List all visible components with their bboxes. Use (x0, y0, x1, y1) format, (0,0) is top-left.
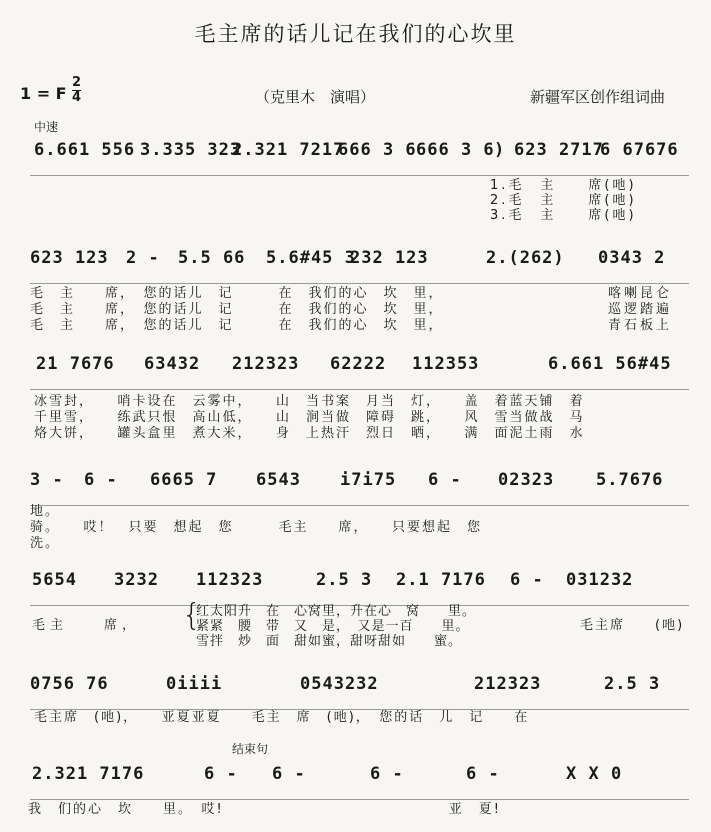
measure: 2.5 3 (604, 674, 661, 694)
time-signature-bottom: 4 (72, 90, 82, 105)
measure: 3.335 323 (140, 140, 242, 160)
lyric-line: 3.毛 主 席(吔) (490, 208, 637, 223)
lyric-line: 红太阳升 在 心窝里，升在心 窝 里。 (196, 604, 477, 619)
measure: 0543232 (300, 674, 379, 694)
lyric-line: 毛主席 (吔) (580, 618, 685, 633)
lyric-line: 紧紧 腰 带 又 是， 又是一百 里。 (196, 619, 470, 634)
measure: 6 - (428, 470, 462, 490)
measure: i7i75 (340, 470, 397, 490)
verse-brace: { (182, 598, 202, 633)
measure: 3 - (30, 470, 64, 490)
measure: 2 - (126, 248, 160, 268)
lyric-line: 骑。 哎！ 只要 想起 您 毛主 席， 只要想起 您 (30, 520, 483, 535)
measure: 6 - (204, 764, 238, 784)
lyric-line: 千里雪， 练武只恨 高山低， 山 涧当做 障碍 跳， 风 雪当做战 马 (34, 410, 585, 425)
lyric-line: 毛 主 席， 您的话儿 记 在 我们的心 坎 里， (30, 318, 444, 333)
measure: 5.7676 (596, 470, 664, 490)
phrase-label: 结束句 (232, 742, 269, 756)
measure: 6 67676 (600, 140, 679, 160)
measure: 6 - (510, 570, 544, 590)
measure: 0756 76 (30, 674, 109, 694)
lyric-line: 毛 主 席， 您的话儿 记 在 我们的心 坎 里， (30, 286, 444, 301)
measure: 2.321 7217 (232, 140, 345, 160)
measure: 0343 2 (598, 248, 666, 268)
measure: 666 3 6 (338, 140, 417, 160)
lyric-line: 烙大饼， 罐头盒里 煮大米， 身 上热汗 烈日 晒， 满 面泥土雨 水 (34, 426, 585, 441)
lyric-line: 毛主席 (吔)， 亚夏亚夏 毛主 席 (吔)， 您的话 儿 记 在 (34, 710, 530, 725)
time-signature (72, 76, 81, 105)
lyric-line: 雪拌 炒 面 甜如蜜，甜呀甜如 蜜。 (196, 634, 463, 649)
lyric-line-tail: 青石板上 (608, 318, 673, 333)
measure: 6 - (84, 470, 118, 490)
measure: 0iiii (166, 674, 223, 694)
key-signature: 1 = F (20, 84, 67, 103)
measure: 5.6#45 3 (266, 248, 356, 268)
measure: 3232 (114, 570, 159, 590)
measure: 6 - (466, 764, 500, 784)
lyric-line: 冰雪封， 哨卡设在 云雾中， 山 当书案 月当 灯， 盖 着蓝天铺 着 (34, 394, 585, 409)
measure: 031232 (566, 570, 634, 590)
measure: 6 - (370, 764, 404, 784)
measure: 62222 (330, 354, 387, 374)
tempo-marking: 中速 (34, 120, 59, 134)
measure: 2.5 3 (316, 570, 373, 590)
lyric-line: 毛 主 席， 您的话儿 记 在 我们的心 坎 里， (30, 302, 444, 317)
song-title: 毛主席的话儿记在我们的心坎里 (194, 22, 517, 46)
measure: ) (494, 140, 506, 160)
lyric-line-tail: 巡逻踏遍 (608, 302, 673, 317)
measure: 666 3 6 (416, 140, 495, 160)
lyric-line: 2.毛 主 席(吔) (490, 193, 637, 208)
measure: 232 123 (350, 248, 429, 268)
lyric-line: 1.毛 主 席(吔) (490, 178, 637, 193)
measure: 6.661 556 (34, 140, 136, 160)
measure: 63432 (144, 354, 201, 374)
measure: 6543 (256, 470, 301, 490)
measure: 112353 (412, 354, 480, 374)
measure: 212323 (232, 354, 300, 374)
lyric-line-tail: 喀喇昆仑 (608, 286, 673, 301)
score-system-4 (0, 470, 711, 512)
measure: 2.1 7176 (396, 570, 486, 590)
measure: 2.(262) (486, 248, 565, 268)
measure: 5.5 66 (178, 248, 246, 268)
performer-credit: （克里木 演唱） (255, 88, 376, 106)
measure: X X 0 (566, 764, 623, 784)
measure: 6665 7 (150, 470, 218, 490)
measure: 112323 (196, 570, 264, 590)
composer-credit: 新疆军区创作组词曲 (530, 88, 666, 106)
measure: 5654 (32, 570, 77, 590)
lyric-line: 毛主 席， (32, 618, 141, 633)
measure: 623 123 (30, 248, 109, 268)
measure: 6 - (272, 764, 306, 784)
measure: 212323 (474, 674, 542, 694)
time-signature-top: 2 (72, 75, 82, 90)
lyric-line: 我 们的心 坎 里。 哎! 亚 夏! (28, 802, 501, 817)
lyric-line: 地。 (30, 504, 61, 519)
measure: 6.661 56#45 (548, 354, 672, 374)
lyric-line: 洗。 (30, 536, 61, 551)
measure: 2.321 7176 (32, 764, 145, 784)
measure: 02323 (498, 470, 555, 490)
measure: 623 2717 (514, 140, 604, 160)
measure: 21 7676 (36, 354, 115, 374)
